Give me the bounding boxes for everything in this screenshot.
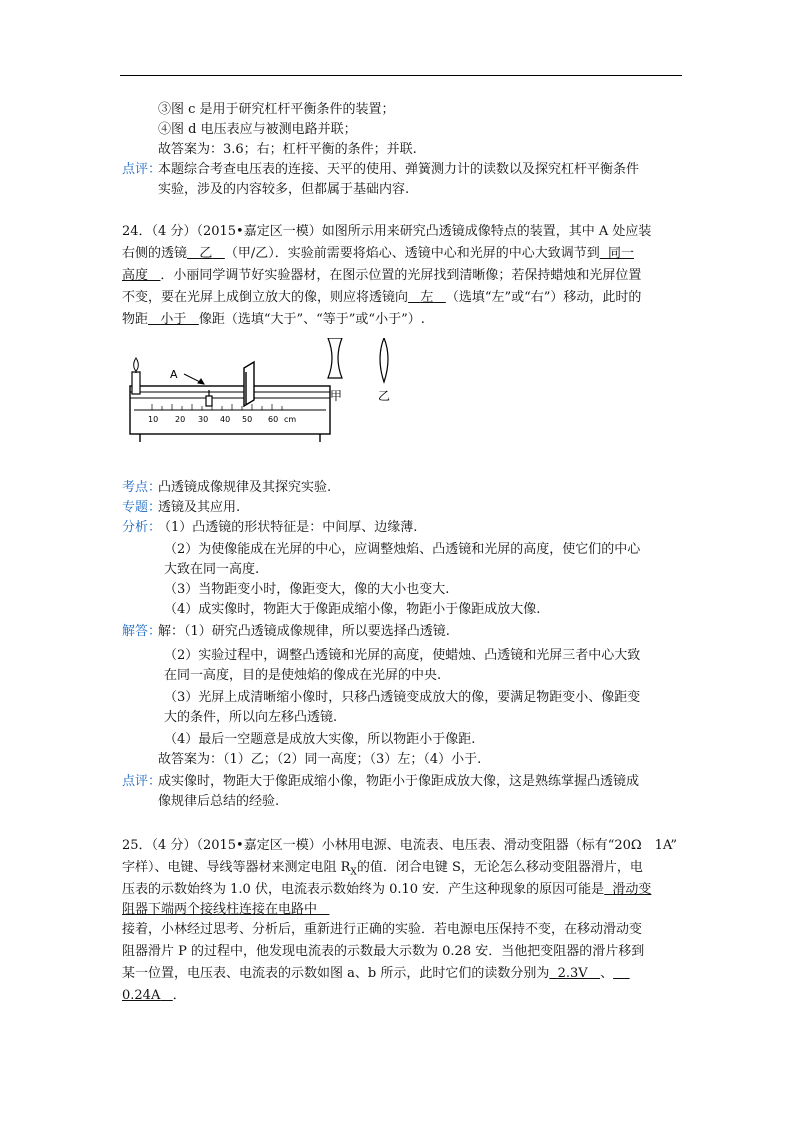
header-rule bbox=[120, 75, 682, 76]
q25-stem-8: 0.24A ． bbox=[122, 988, 186, 1003]
fenxi-2b: 大致在同一高度. bbox=[164, 562, 260, 577]
q23-comment-2: 实验，涉及的内容较多，但都属于基础内容. bbox=[158, 182, 410, 197]
zhuanti-label: 专题： bbox=[122, 500, 162, 515]
q23-line-3: ③图 c 是用于研究杠杆平衡条件的装置； bbox=[158, 102, 395, 117]
q24-stem-4: 不变，要在光屏上成倒立放大的像，则应将透镜向 左 （选填“左”或“右”）移动，此时的 bbox=[122, 290, 642, 305]
blank-current-start bbox=[613, 966, 630, 981]
q25-stem-1: 25．（4 分）（2015•嘉定区一模）小林用电源、电流表、电压表、滑动变阻器（标有“20Ω 1A” bbox=[122, 838, 678, 853]
q24-stem-1: 24．（4 分）（2015•嘉定区一模）如图所示用来研究凸透镜成像特点的装置，其中 A 处应装 bbox=[122, 224, 652, 239]
blank-reason-1: 滑动变 bbox=[612, 882, 652, 897]
q25-stem-7: 某一位置，电压表、电流表的示数如图 a、b 所示，此时它们的读数分别为 2.3V 、 bbox=[122, 964, 630, 984]
tick-label-30: 30 bbox=[198, 415, 209, 424]
optical-bench-figure bbox=[120, 338, 430, 450]
fenxi-4: （4）成实像时，物距大于像距成缩小像，物距小于像距成放大像. bbox=[164, 602, 541, 617]
q24-comment-1: 成实像时，物距大于像距成缩小像，物距小于像距成放大像，这是熟练掌握凸透镜成 bbox=[158, 774, 640, 789]
blank-reason-2: 阻器下端两个接线柱连接在电路中 bbox=[122, 902, 318, 917]
q24-stem-2: 右侧的透镜 乙 （甲/乙）．实验前需要将焰心、透镜中心和光屏的中心大致调节到 同一 bbox=[122, 246, 635, 261]
jieda-2a: （2）实验过程中，调整凸透镜和光屏的高度，使蜡烛、凸透镜和光屏三者中心大致 bbox=[164, 648, 641, 663]
q23-answer: 故答案为：3.6；右；杠杆平衡的条件；并联. bbox=[158, 142, 417, 157]
jieda-label: 解答： bbox=[122, 624, 162, 639]
jieda-2b: 在同一高度，目的是使烛焰的像成在光屏的中央. bbox=[164, 668, 442, 683]
q24-comment-label: 点评： bbox=[122, 774, 162, 789]
tick-label-20: 20 bbox=[175, 415, 186, 424]
blank-lens: 乙 bbox=[199, 246, 213, 261]
q25-stem-4 bbox=[122, 900, 329, 920]
lens-label-jia: 甲 bbox=[330, 389, 343, 403]
jieda-3a: （3）光屏上成清晰缩小像时，只移凸透镜变成放大的像，要满足物距变小、像距变 bbox=[164, 690, 641, 705]
jieda-1: 解：（1）研究凸透镜成像规律，所以要选择凸透镜. bbox=[158, 624, 450, 639]
convex-lens-icon bbox=[380, 338, 388, 382]
q24-stem-3: 高度 ．小丽同学调节好实验器材，在图示位置的光屏找到清晰像；若保持蜡烛和光屏位置 bbox=[122, 268, 642, 283]
q23-comment-1: 本题综合考查电压表的连接、天平的使用、弹簧测力计的读数以及探究杠杆平衡条件 bbox=[158, 162, 640, 177]
tick-label-40: 40 bbox=[220, 415, 231, 424]
fenxi-3: （3）当物距变小时，像距变大，像的大小也变大. bbox=[164, 582, 450, 597]
tick-label-60: 60 bbox=[268, 415, 279, 424]
arrow-icon bbox=[184, 374, 204, 384]
tick-label-cm: cm bbox=[284, 415, 297, 424]
q25-stem-2: 字样）、电键、导线等器材来测定电阻 $R_X$的值．闭合电键 S，无论怎么移动变阻器滑片，电 bbox=[122, 860, 643, 878]
fenxi-1: （1）凸透镜的形状特征是：中间厚、边缘薄. bbox=[158, 520, 418, 535]
jieda-3b: 大的条件，所以向左移凸透镜. bbox=[164, 710, 338, 725]
candle-icon bbox=[132, 358, 140, 394]
label-A: A bbox=[170, 368, 178, 381]
jieda-4: （4）最后一空题意是成放大实像，所以物距小于像距. bbox=[164, 732, 476, 747]
blank-height-2: 高度 bbox=[122, 268, 149, 283]
q25-stem-6: 阻器滑片 P 的过程中，他发现电流表的示数最大示数为 0.28 安．当他把变阻器的滑片移到 bbox=[122, 944, 645, 959]
blank-voltage: 2.3V bbox=[557, 966, 588, 981]
kaodian-text: 凸透镜成像规律及其探究实验. bbox=[158, 480, 332, 495]
light-screen bbox=[244, 362, 254, 406]
blank-compare: 小于 bbox=[160, 312, 187, 327]
q25-stem-3: 压表的示数始终为 1.0 伏，电流表示数始终为 0.10 安．产生这种现象的原因可能是 滑动变 bbox=[122, 882, 652, 897]
fenxi-label: 分析： bbox=[122, 520, 162, 535]
tick-label-10: 10 bbox=[148, 415, 159, 424]
q23-line-4: ④图 d 电压表应与被测电路并联； bbox=[158, 122, 357, 137]
q24-comment-2: 像规律后总结的经验. bbox=[158, 794, 280, 809]
q25-stem-5: 接着，小林经过思考、分析后，重新进行正确的实验．若电源电压保持不变，在移动滑动变 bbox=[122, 922, 643, 937]
blank-current: 0.24A bbox=[122, 988, 161, 1003]
kaodian-label: 考点： bbox=[122, 480, 162, 495]
blank-direction: 左 bbox=[420, 290, 434, 305]
tick-label-50: 50 bbox=[242, 415, 253, 424]
zhuanti-text: 透镜及其应用. bbox=[158, 500, 241, 515]
q24-stem-5: 物距 小于 像距（选填“大于”、“等于”或“小于”）. bbox=[122, 312, 425, 327]
blank-height-1: 同一 bbox=[608, 246, 635, 261]
q23-comment-label: 点评： bbox=[122, 162, 162, 177]
q24-answer: 故答案为：（1）乙；（2）同一高度；（3）左；（4）小于. bbox=[158, 752, 482, 767]
fenxi-2a: （2）为使像能成在光屏的中心，应调整烛焰、凸透镜和光屏的高度，使它们的中心 bbox=[164, 542, 641, 557]
concave-lens-icon bbox=[328, 338, 342, 378]
lens-label-yi: 乙 bbox=[378, 389, 391, 403]
